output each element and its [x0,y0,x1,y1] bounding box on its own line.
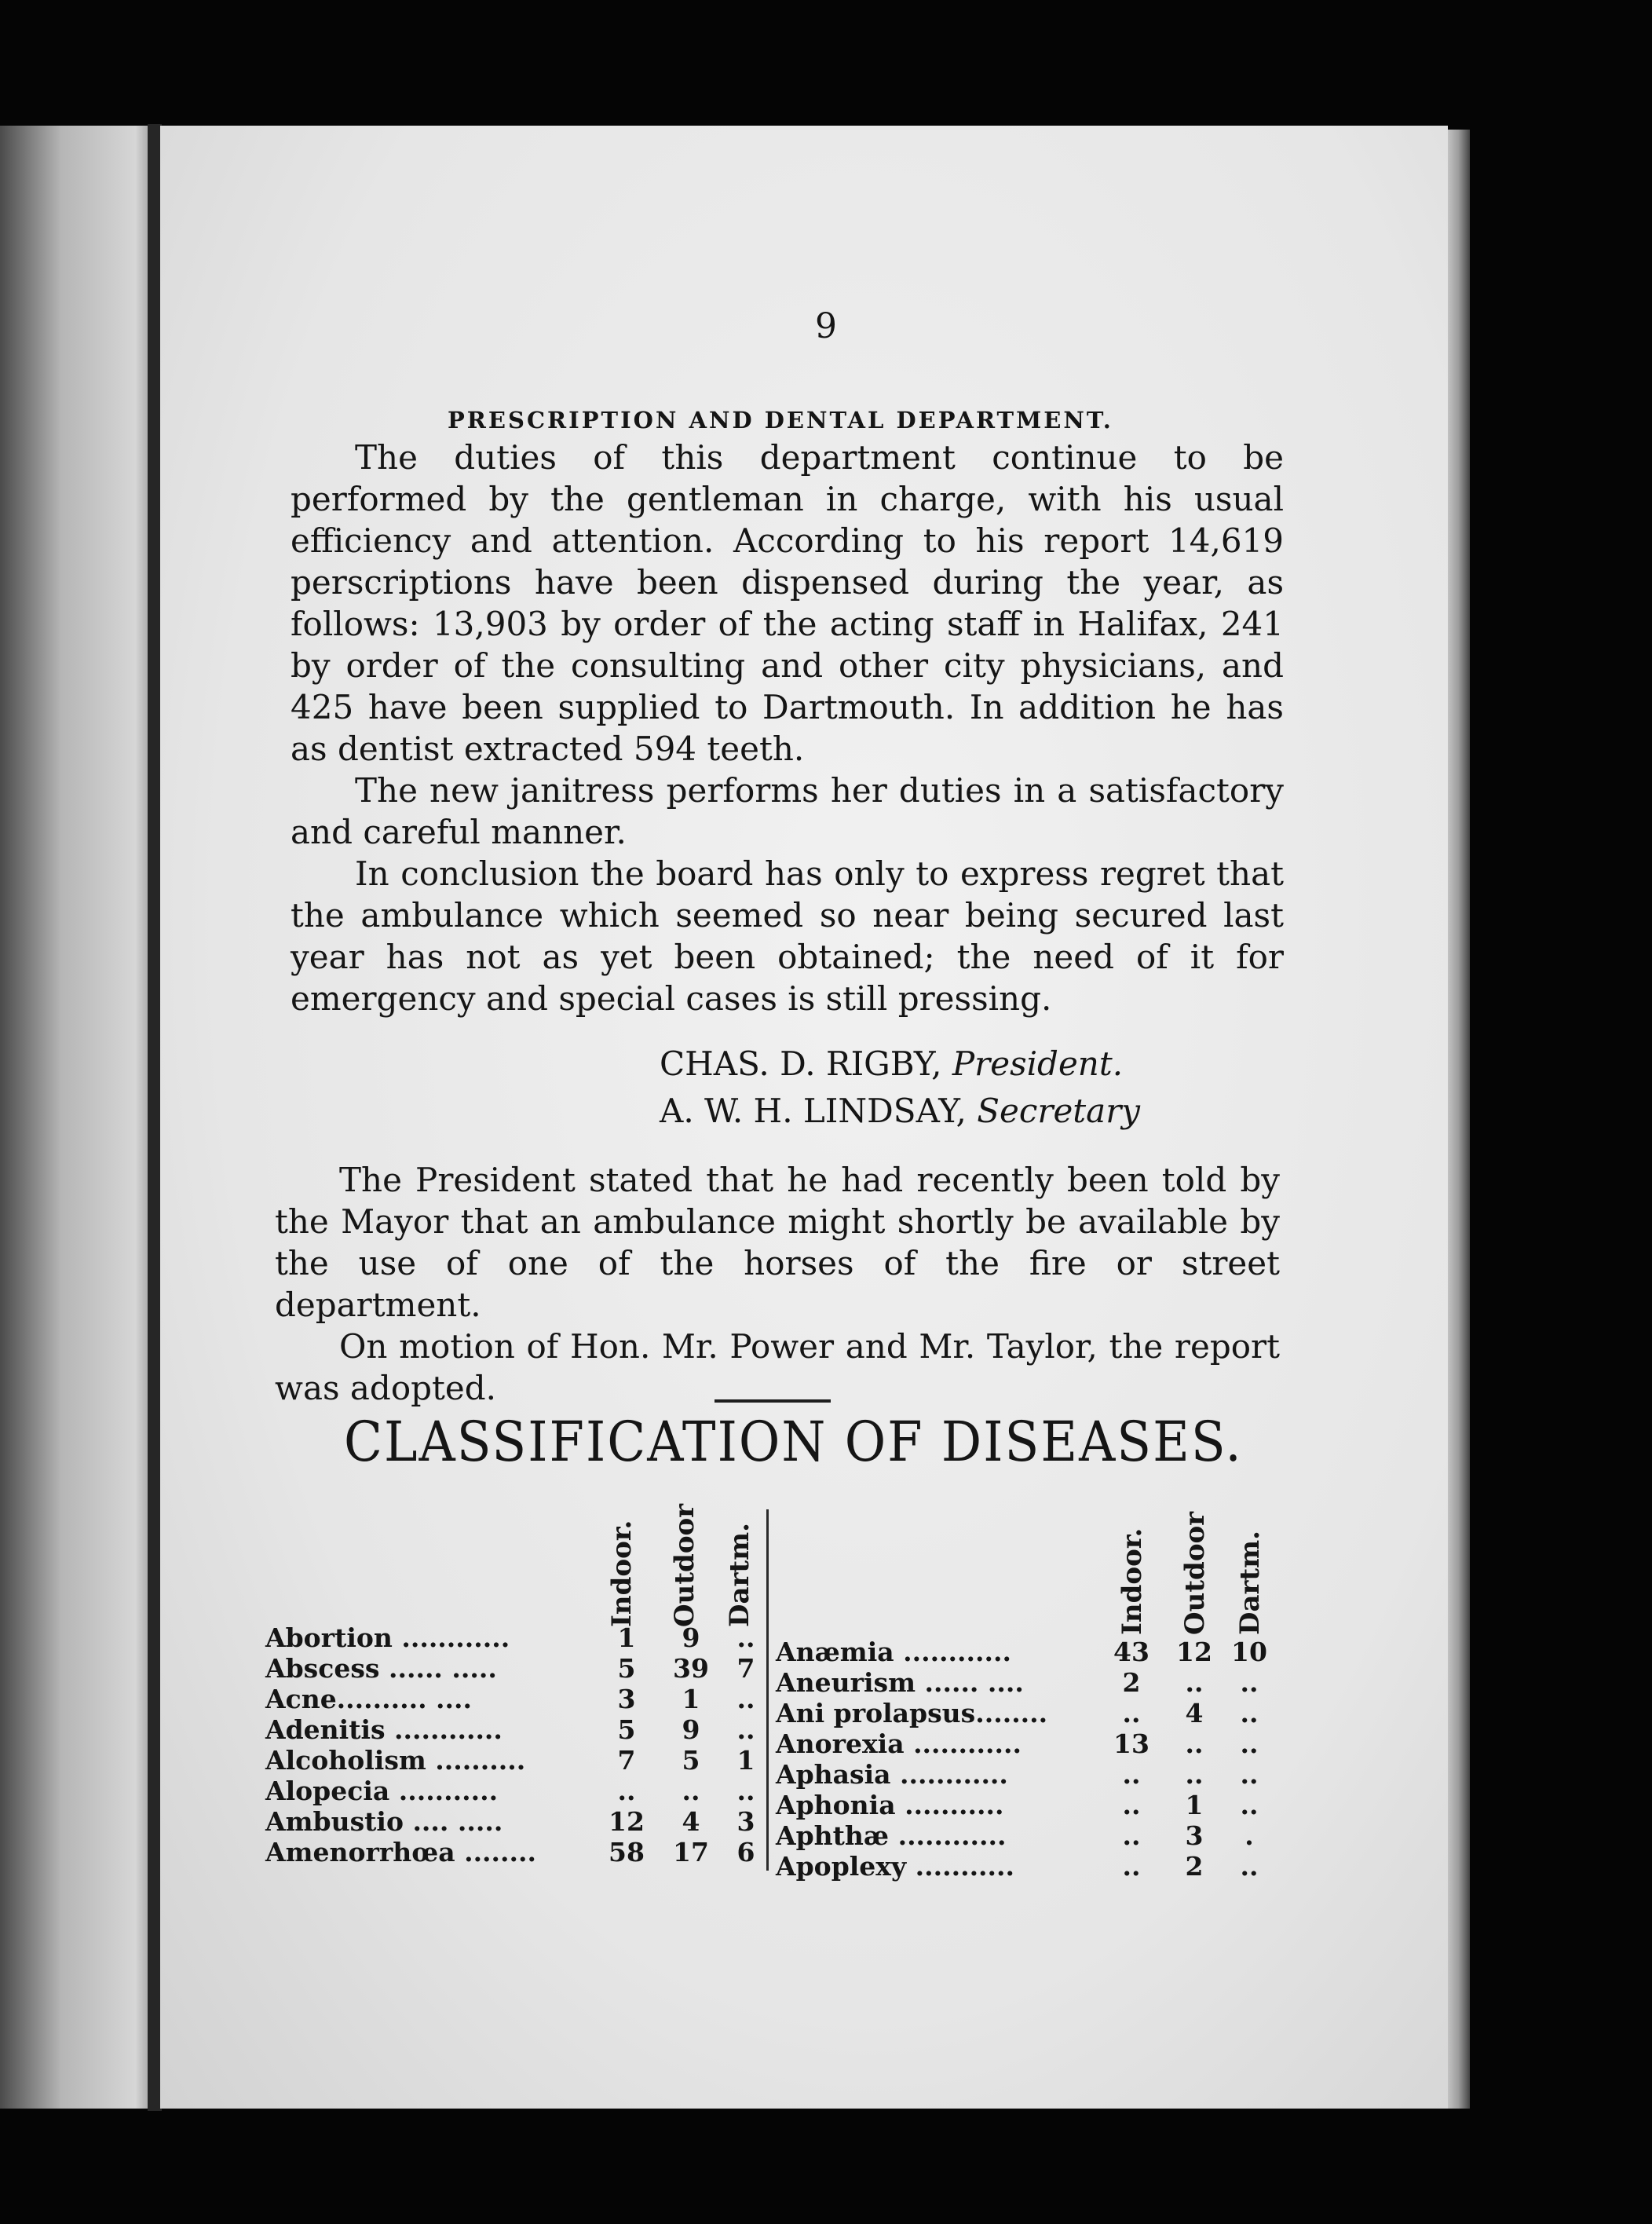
classification-title: CLASSIFICATION OF DISEASES. [344,1410,1243,1475]
dartm-count: .. [736,1684,755,1714]
dartm-count: .. [1240,1728,1259,1759]
disease-row [265,1714,815,1746]
paragraph-janitress: The new janitress performs her duties in a satisfactory and careful manner. [291,771,1284,851]
dartm-count: 3 [736,1806,755,1837]
disease-row [776,1820,1325,1852]
outdoor-count: 9 [682,1714,700,1745]
page-number: 9 [815,306,837,346]
disease-name: Aphasia ............ [776,1759,1008,1790]
disease-name: Aneurism ...... .... [776,1667,1024,1698]
dartm-count: 6 [736,1837,755,1867]
disease-row [776,1637,1325,1668]
report-body [291,437,1284,1019]
outdoor-count: .. [1185,1667,1204,1698]
outdoor-count: 1 [1185,1790,1204,1820]
indoor-count: 3 [617,1684,636,1714]
outdoor-count: 39 [673,1653,709,1684]
paragraph-president-statement: The President stated that he had recently been told by the Mayor that an ambulance might shortly be available by the use of one of the horses of the fire or street department. [275,1161,1280,1324]
disease-name: Adenitis ............ [265,1714,503,1745]
dartm-count: 7 [736,1653,755,1684]
indoor-count: 12 [609,1806,645,1837]
header-indoor-left: Indoor. [606,1520,638,1627]
signature-title: President. [952,1044,1124,1083]
disease-row [265,1622,815,1654]
disease-row [265,1806,815,1838]
signature-title: Secretary [977,1092,1141,1130]
outdoor-count: 1 [682,1684,700,1714]
indoor-count: 13 [1113,1728,1149,1759]
disease-name: Anorexia ............ [776,1728,1022,1759]
disease-name: Ani prolapsus........ [776,1698,1048,1728]
disease-row [776,1759,1325,1791]
outdoor-count: 9 [682,1622,700,1653]
header-indoor-right: Indoor. [1117,1527,1148,1635]
indoor-count: .. [1122,1790,1141,1820]
dartm-count: .. [1240,1667,1259,1698]
dartm-count: 10 [1231,1637,1267,1667]
dartm-count: .. [736,1714,755,1745]
paragraph-conclusion: In conclusion the board has only to express regret that the ambulance which seemed so near being secured last year has not as yet been obtained; the need of it for emergency and special cases is still pressing. [291,854,1284,1018]
outdoor-count: 4 [1185,1698,1204,1728]
disease-name: Ambustio .... ..... [265,1806,503,1837]
dartm-count: 1 [736,1745,755,1776]
signature-president [660,1044,1123,1083]
paragraph-prescriptions: The duties of this department continue to be performed by the gentleman in charge, with his usual efficiency and attention. According to his report 14,619 perscriptions have been dispensed during the year, as follows: 13,903 by order of the acting staff in Halifax, 241 by order of the consulting and other city physicians, and 425 have been supplied to Dartmouth. In addition he has as dentist extracted 594 teeth. [291,438,1284,768]
disease-row [265,1684,815,1715]
outdoor-count: .. [1185,1728,1204,1759]
outdoor-count: .. [1185,1759,1204,1790]
disease-name: Abscess ...... ..... [265,1653,497,1684]
paragraph-motion: On motion of Hon. Mr. Power and Mr. Taylor, the report was adopted. [275,1327,1280,1407]
disease-row [776,1667,1325,1699]
outdoor-count: 5 [682,1745,700,1776]
disease-row [776,1851,1325,1882]
disease-row [776,1790,1325,1821]
disease-name: Alopecia ........... [265,1776,499,1806]
signature-secretary [660,1092,1140,1130]
indoor-count: .. [1122,1820,1141,1851]
indoor-count: .. [1122,1851,1141,1882]
outdoor-count: 4 [682,1806,700,1837]
indoor-count: 7 [617,1745,636,1776]
signature-name: A. W. H. LINDSAY, [660,1092,967,1130]
header-outdoor-left: Outdoor [669,1503,700,1627]
outdoor-count: 3 [1185,1820,1204,1851]
signature-name: CHAS. D. RIGBY, [660,1044,942,1083]
indoor-count: .. [1122,1698,1141,1728]
outdoor-count: 12 [1176,1637,1212,1667]
disease-name: Apoplexy ........... [776,1851,1015,1882]
indoor-count: 5 [617,1653,636,1684]
indoor-count: 58 [609,1837,645,1867]
section-title: PRESCRIPTION AND DENTAL DEPARTMENT. [448,407,1113,433]
dartm-count: .. [1240,1759,1259,1790]
disease-name: Amenorrhœa ........ [265,1837,536,1867]
disease-row [265,1776,815,1807]
disease-name: Anæmia ............ [776,1637,1011,1667]
disease-row [265,1837,815,1868]
dartm-count: .. [1240,1698,1259,1728]
minutes-body [275,1159,1280,1409]
previous-page-edge [0,126,154,2109]
disease-name: Alcoholism .......... [265,1745,526,1776]
dartm-count: .. [736,1622,755,1653]
disease-name: Aphthæ ............ [776,1820,1007,1851]
disease-row [265,1745,815,1776]
header-outdoor-right: Outdoor [1179,1511,1211,1635]
indoor-count: 1 [617,1622,636,1653]
indoor-count: 5 [617,1714,636,1745]
outdoor-count: .. [682,1776,700,1806]
dartm-count: .. [736,1776,755,1806]
indoor-count: .. [617,1776,636,1806]
dartm-count: . [1244,1820,1254,1851]
header-dartm-right: Dartm. [1234,1531,1266,1635]
disease-row [265,1653,815,1684]
header-dartm-left: Dartm. [724,1523,755,1627]
disease-row [776,1698,1325,1729]
disease-name: Acne.......... .... [265,1684,473,1714]
disease-row [776,1728,1325,1760]
indoor-count: 43 [1113,1637,1149,1667]
dartm-count: .. [1240,1790,1259,1820]
outdoor-count: 2 [1185,1851,1204,1882]
dartm-count: .. [1240,1851,1259,1882]
indoor-count: 2 [1122,1667,1141,1698]
indoor-count: .. [1122,1759,1141,1790]
section-divider [715,1399,831,1403]
disease-name: Aphonia ........... [776,1790,1004,1820]
disease-name: Abortion ............ [265,1622,510,1653]
outdoor-count: 17 [673,1837,709,1867]
